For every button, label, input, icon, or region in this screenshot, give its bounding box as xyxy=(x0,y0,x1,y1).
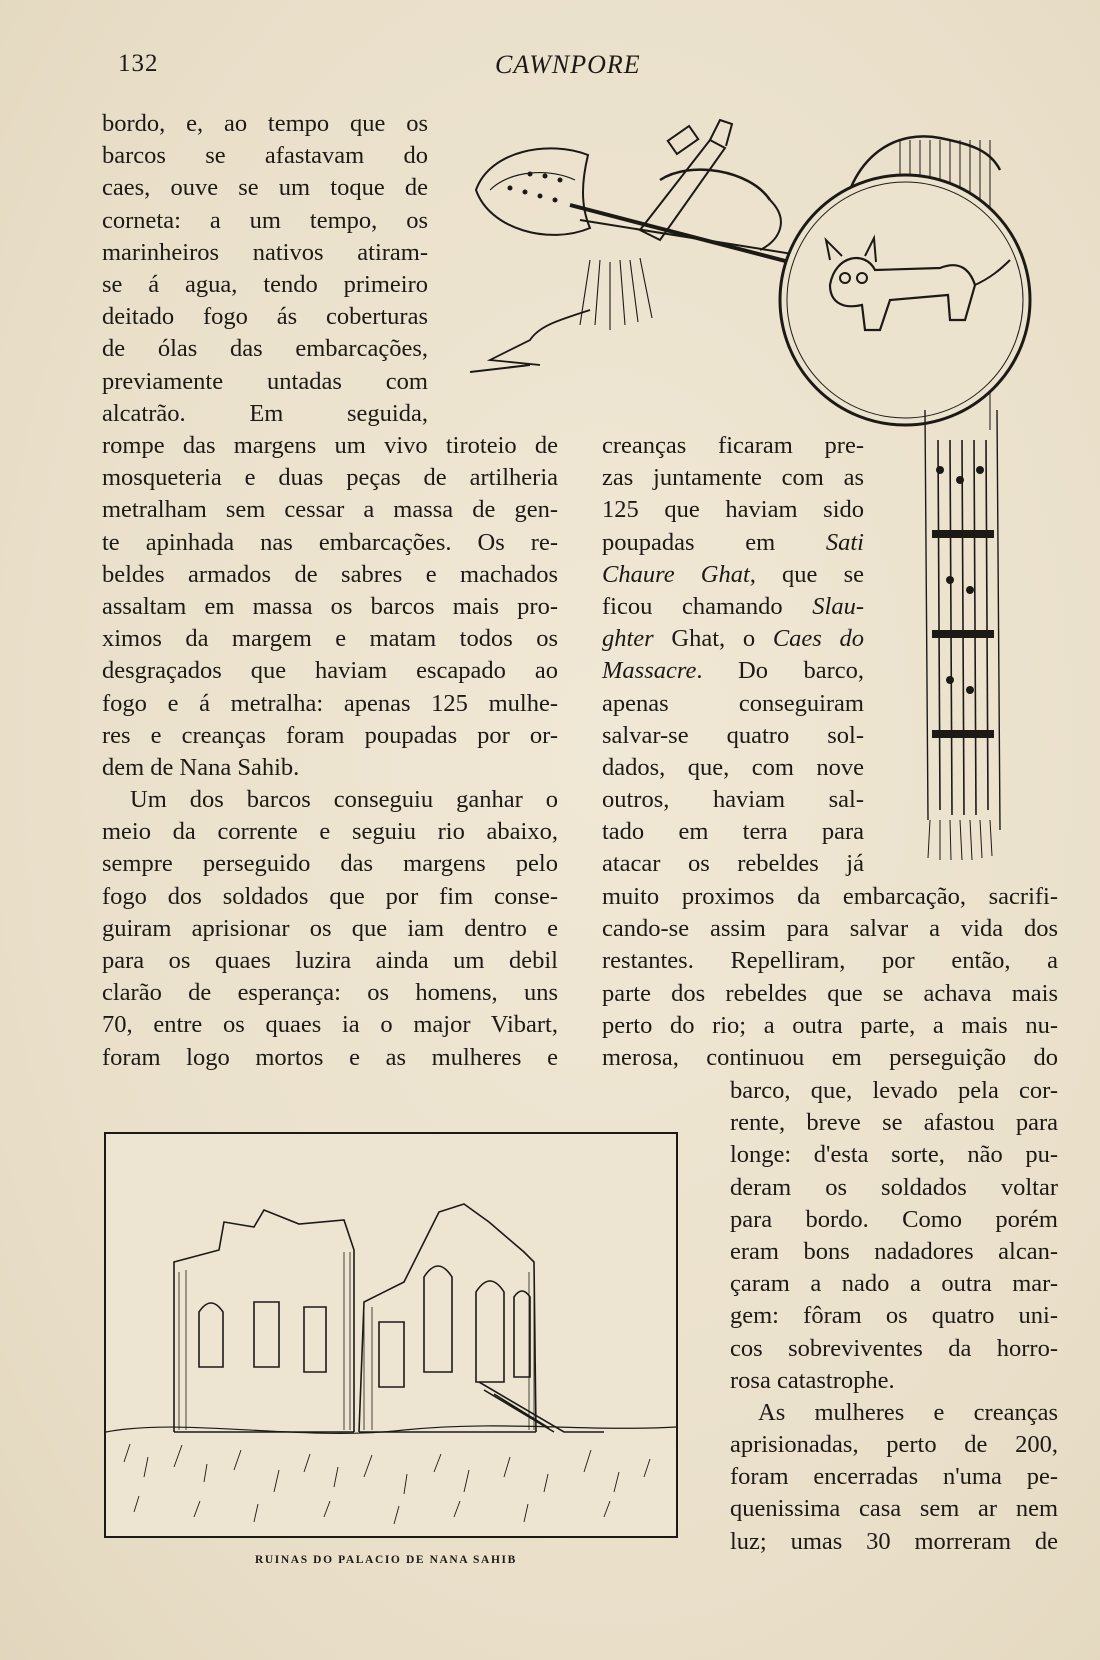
text-line: cos sobreviventes da horro- xyxy=(730,1334,1058,1362)
text-line: cando-se assim para salvar a vida dos xyxy=(602,915,1058,943)
text-line: restantes. Repelliram, por então, a xyxy=(602,947,1058,975)
running-title: CAWNPORE xyxy=(495,50,641,79)
text-line: tado em terra para xyxy=(602,818,864,846)
text-line: merosa, continuou em perseguição do xyxy=(602,1043,1058,1071)
text-line: longe: d'esta sorte, não pu- xyxy=(730,1141,1058,1169)
text-segment: poupadas em xyxy=(602,528,826,556)
italic-term: Slau- xyxy=(812,592,864,620)
text-line: barco, que, levado pela cor- xyxy=(730,1077,1058,1104)
text-line: zas juntamente com as xyxy=(602,464,864,492)
text-line: dem de Nana Sahib. xyxy=(102,753,300,781)
text-line: deitado fogo ás coberturas xyxy=(102,303,428,331)
text-line: gem: fôram os quatro uni- xyxy=(730,1302,1058,1330)
text-line: 125 que haviam sido xyxy=(602,496,864,524)
text-line: desgraçados que haviam escapado ao xyxy=(102,657,558,685)
text-line: clarão de esperança: os homens, uns xyxy=(102,979,558,1007)
text-line: 70, entre os quaes ia o major Vibart, xyxy=(102,1011,558,1039)
text-line: corneta: a um tempo, os xyxy=(102,206,428,234)
text-line: foram logo mortos e as mulheres e xyxy=(102,1043,558,1071)
text-line: se á agua, tendo primeiro xyxy=(102,270,428,298)
text-line: Um dos barcos conseguiu ganhar o xyxy=(130,786,558,814)
text-line: dados, que, com nove xyxy=(602,753,864,781)
text-line: fogo dos soldados que por fim conse- xyxy=(102,882,558,910)
text-line: res e creanças foram poupadas por or- xyxy=(102,721,558,749)
text-line: perto do rio; a outra parte, a mais nu- xyxy=(602,1011,1058,1039)
text-line: apenas conseguiram xyxy=(602,689,864,717)
text-line: creanças ficaram pre- xyxy=(602,432,864,459)
text-line: marinheiros nativos atiram- xyxy=(102,238,428,266)
text-line: fogo e á metralha: apenas 125 mulhe- xyxy=(102,689,558,717)
text-line: mosqueteria e duas peças de artilheria xyxy=(102,464,558,492)
text-line: quenissima casa sem ar nem xyxy=(730,1495,1058,1523)
italic-term: Massacre xyxy=(602,657,697,685)
text-line: bordo, e, ao tempo que os xyxy=(102,110,428,137)
text-segment: que se xyxy=(755,560,864,588)
italic-term: Caes do xyxy=(772,625,865,653)
text-line: beldes armados de sabres e machados xyxy=(102,560,558,588)
left-column-top xyxy=(102,108,428,430)
text-line: para bordo. Como porém xyxy=(730,1205,1058,1233)
text-segment: ficou chamando xyxy=(602,592,813,620)
text-line: salvar-se quatro sol- xyxy=(602,721,864,749)
italic-term: ghter xyxy=(602,625,654,653)
text-line: sempre perseguido das margens pelo xyxy=(102,850,558,878)
figure-caption: RUINAS DO PALACIO DE NANA SAHIB xyxy=(255,1554,517,1566)
text-line: çaram a nado a outra mar- xyxy=(730,1270,1058,1298)
palace-ruins-illustration xyxy=(104,1132,678,1538)
page-number: 132 xyxy=(118,50,159,77)
text-line: atacar os rebeldes já xyxy=(602,850,864,878)
text-line: previamente untadas com xyxy=(102,367,428,395)
right-column-lower xyxy=(730,1075,1058,1558)
text-line: parte dos rebeldes que se achava mais xyxy=(602,979,1058,1007)
text-segment: Ghat, o xyxy=(653,625,773,653)
text-line: assaltam em massa os barcos mais pro- xyxy=(102,592,558,620)
text-line: ximos da margem e matam todos os xyxy=(102,625,558,653)
text-line: te apinhada nas embarcações. Os re- xyxy=(102,528,558,556)
text-line: rosa catastrophe. xyxy=(730,1366,895,1394)
text-line: As mulheres e creanças xyxy=(758,1398,1058,1426)
text-line: de ólas das embarcações, xyxy=(102,335,428,363)
text-line: meio da corrente e seguiu rio abaixo, xyxy=(102,818,558,846)
text-line: alcatrão. Em seguida, xyxy=(102,399,428,427)
text-line: barcos se afastavam do xyxy=(102,142,428,170)
text-line: para os quaes luzira ainda um debil xyxy=(102,947,558,974)
text-segment: . Do barco, xyxy=(696,657,864,685)
italic-term: Chaure Ghat, xyxy=(602,560,756,588)
text-line: outros, haviam sal- xyxy=(602,786,864,814)
text-line: metralham sem cessar a massa de gen- xyxy=(102,496,558,524)
text-line: aprisionadas, perto de 200, xyxy=(730,1431,1058,1459)
italic-term: Sati xyxy=(825,528,864,556)
text-line: deram os soldados voltar xyxy=(730,1173,1058,1201)
text-line: luz; umas 30 morreram de xyxy=(730,1527,1058,1555)
text-line: muito proximos da embarcação, sacrifi- xyxy=(602,883,1058,910)
text-line: caes, ouve se um toque de xyxy=(102,174,428,202)
text-line: eram bons nadadores alcan- xyxy=(730,1237,1058,1265)
text-line: guiram aprisionar os que iam dentro e xyxy=(102,914,558,942)
text-line: foram encerradas n'uma pe- xyxy=(730,1463,1058,1491)
text-line: rente, breve se afastou para xyxy=(730,1109,1058,1137)
weapons-ornament-illustration xyxy=(470,110,1070,870)
right-column-wide xyxy=(602,881,1058,1074)
text-line: rompe das margens um vivo tiroteio de xyxy=(102,432,558,459)
